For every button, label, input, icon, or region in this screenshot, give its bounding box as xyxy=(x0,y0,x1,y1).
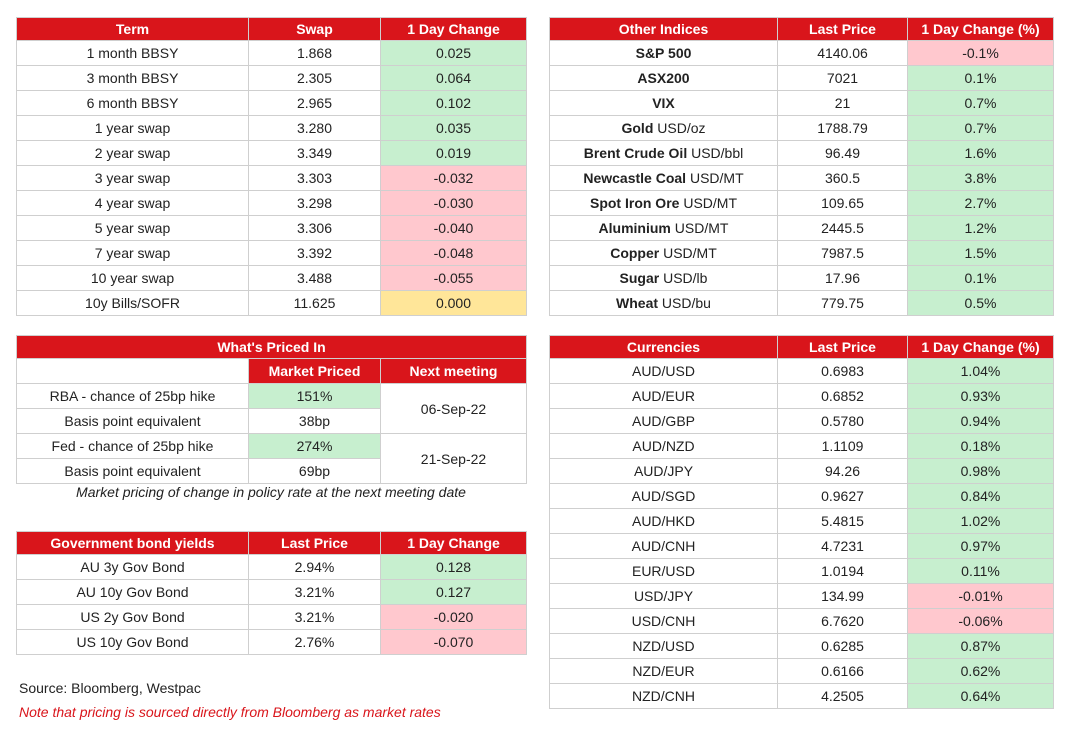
table-row xyxy=(17,630,527,655)
priced-in-label: Basis point equivalent xyxy=(17,409,249,434)
index-price: 21 xyxy=(778,91,908,116)
swap-term: 7 year swap xyxy=(17,241,249,266)
currency-pair: AUD/HKD xyxy=(550,509,778,534)
index-price: 96.49 xyxy=(778,141,908,166)
swap-value: 3.306 xyxy=(249,216,381,241)
index-name-cell xyxy=(550,41,778,66)
swap-change: -0.040 xyxy=(381,216,527,241)
table-row xyxy=(17,91,527,116)
priced-in-value: 69bp xyxy=(249,459,381,484)
index-unit: USD/MT xyxy=(689,170,744,186)
table-row xyxy=(17,66,527,91)
table-row xyxy=(550,509,1054,534)
table-row xyxy=(550,384,1054,409)
indices-table-header xyxy=(550,18,1054,41)
currency-change: -0.06% xyxy=(908,609,1054,634)
currency-price: 0.9627 xyxy=(778,484,908,509)
table-row xyxy=(550,91,1054,116)
currency-pair: NZD/EUR xyxy=(550,659,778,684)
table-row xyxy=(550,291,1054,316)
government-bond-yields-table xyxy=(16,531,527,655)
table-row xyxy=(550,241,1054,266)
currencies-table xyxy=(549,335,1054,709)
currency-pair: AUD/SGD xyxy=(550,484,778,509)
bond-price: 2.76% xyxy=(249,630,381,655)
index-change: 3.8% xyxy=(908,166,1054,191)
table-row xyxy=(550,166,1054,191)
table-row xyxy=(550,484,1054,509)
swap-value: 11.625 xyxy=(249,291,381,316)
swap-term: 1 year swap xyxy=(17,116,249,141)
table-row xyxy=(17,141,527,166)
index-change: 1.5% xyxy=(908,241,1054,266)
next-meeting-date: 06-Sep-22 xyxy=(381,384,527,434)
currency-pair: NZD/CNH xyxy=(550,684,778,709)
index-name-cell xyxy=(550,91,778,116)
index-unit: USD/bu xyxy=(661,295,711,311)
bond-name: AU 10y Gov Bond xyxy=(17,580,249,605)
header-last-price: Last Price xyxy=(778,18,908,41)
index-price: 2445.5 xyxy=(778,216,908,241)
table-row xyxy=(550,266,1054,291)
header-last-price: Last Price xyxy=(778,336,908,359)
table-row xyxy=(17,434,527,459)
header-1day-change: 1 Day Change xyxy=(381,18,527,41)
currency-change: 1.02% xyxy=(908,509,1054,534)
pricing-note: Note that pricing is sourced directly from Bloomberg as market rates xyxy=(19,704,441,720)
table-row xyxy=(17,191,527,216)
currency-pair: AUD/CNH xyxy=(550,534,778,559)
table-row xyxy=(17,216,527,241)
currency-price: 0.6285 xyxy=(778,634,908,659)
index-name-cell xyxy=(550,216,778,241)
swap-value: 3.280 xyxy=(249,116,381,141)
priced-in-title-row xyxy=(17,336,527,359)
swap-value: 3.298 xyxy=(249,191,381,216)
index-unit: USD/oz xyxy=(657,120,706,136)
bond-price: 3.21% xyxy=(249,605,381,630)
priced-in-footnote: Market pricing of change in policy rate at the next meeting date xyxy=(76,484,466,500)
currency-pair: USD/CNH xyxy=(550,609,778,634)
currency-price: 134.99 xyxy=(778,584,908,609)
currency-pair: EUR/USD xyxy=(550,559,778,584)
priced-in-label: Fed - chance of 25bp hike xyxy=(17,434,249,459)
other-indices-table xyxy=(549,17,1054,316)
bond-change: 0.128 xyxy=(381,555,527,580)
index-unit: USD/lb xyxy=(663,270,708,286)
table-row xyxy=(17,241,527,266)
source-text: Source: Bloomberg, Westpac xyxy=(19,680,201,696)
index-name-cell xyxy=(550,116,778,141)
index-change: 1.2% xyxy=(908,216,1054,241)
swap-term: 3 year swap xyxy=(17,166,249,191)
header-1day-change-pct: 1 Day Change (%) xyxy=(908,18,1054,41)
bond-name: AU 3y Gov Bond xyxy=(17,555,249,580)
swap-table xyxy=(16,17,527,316)
currency-change: 0.64% xyxy=(908,684,1054,709)
index-name: S&P 500 xyxy=(635,45,692,61)
table-row xyxy=(17,555,527,580)
table-row xyxy=(550,659,1054,684)
table-row xyxy=(17,580,527,605)
index-change: 0.5% xyxy=(908,291,1054,316)
index-name: ASX200 xyxy=(637,70,690,86)
table-row xyxy=(17,291,527,316)
priced-in-value: 151% xyxy=(249,384,381,409)
index-price: 779.75 xyxy=(778,291,908,316)
header-swap: Swap xyxy=(249,18,381,41)
currency-price: 4.7231 xyxy=(778,534,908,559)
currency-price: 5.4815 xyxy=(778,509,908,534)
index-name-cell xyxy=(550,141,778,166)
priced-in-title: What's Priced In xyxy=(17,336,527,359)
table-row xyxy=(17,166,527,191)
currency-change: 0.94% xyxy=(908,409,1054,434)
table-row xyxy=(550,559,1054,584)
table-row xyxy=(17,266,527,291)
index-change: 0.1% xyxy=(908,266,1054,291)
index-unit: USD/MT xyxy=(683,195,737,211)
index-name: Brent Crude Oil xyxy=(583,145,688,161)
index-price: 1788.79 xyxy=(778,116,908,141)
table-row xyxy=(550,191,1054,216)
swap-term: 6 month BBSY xyxy=(17,91,249,116)
bond-name: US 2y Gov Bond xyxy=(17,605,249,630)
header-other-indices: Other Indices xyxy=(550,18,778,41)
swap-change: -0.055 xyxy=(381,266,527,291)
currency-price: 1.0194 xyxy=(778,559,908,584)
currency-pair: AUD/GBP xyxy=(550,409,778,434)
index-name-cell xyxy=(550,241,778,266)
index-unit: USD/bbl xyxy=(691,145,744,161)
currency-price: 94.26 xyxy=(778,459,908,484)
currency-change: 0.97% xyxy=(908,534,1054,559)
swap-change: 0.102 xyxy=(381,91,527,116)
table-row xyxy=(550,359,1054,384)
index-name: Newcastle Coal xyxy=(583,170,687,186)
swap-value: 3.392 xyxy=(249,241,381,266)
table-row xyxy=(550,434,1054,459)
swap-change: 0.019 xyxy=(381,141,527,166)
swap-value: 3.488 xyxy=(249,266,381,291)
index-unit: USD/MT xyxy=(674,220,729,236)
table-row xyxy=(550,66,1054,91)
index-price: 7987.5 xyxy=(778,241,908,266)
table-row xyxy=(550,116,1054,141)
swap-change: 0.064 xyxy=(381,66,527,91)
currency-change: 1.04% xyxy=(908,359,1054,384)
table-row xyxy=(550,41,1054,66)
header-1day-change-pct: 1 Day Change (%) xyxy=(908,336,1054,359)
index-change: 0.7% xyxy=(908,116,1054,141)
bond-price: 2.94% xyxy=(249,555,381,580)
bond-change: -0.070 xyxy=(381,630,527,655)
priced-in-label: RBA - chance of 25bp hike xyxy=(17,384,249,409)
currency-pair: NZD/USD xyxy=(550,634,778,659)
swap-value: 3.303 xyxy=(249,166,381,191)
currency-change: -0.01% xyxy=(908,584,1054,609)
index-unit: USD/MT xyxy=(663,245,717,261)
swap-change: 0.000 xyxy=(381,291,527,316)
table-row xyxy=(550,409,1054,434)
header-currencies: Currencies xyxy=(550,336,778,359)
whats-priced-in-table xyxy=(16,335,527,484)
swap-change: -0.030 xyxy=(381,191,527,216)
table-row xyxy=(550,609,1054,634)
currency-price: 0.6983 xyxy=(778,359,908,384)
bond-name: US 10y Gov Bond xyxy=(17,630,249,655)
priced-in-subheader xyxy=(17,359,527,384)
swap-term: 1 month BBSY xyxy=(17,41,249,66)
bond-change: 0.127 xyxy=(381,580,527,605)
table-row xyxy=(17,605,527,630)
index-name-cell xyxy=(550,166,778,191)
index-name: Copper xyxy=(610,245,660,261)
table-row xyxy=(550,684,1054,709)
swap-change: -0.048 xyxy=(381,241,527,266)
index-price: 109.65 xyxy=(778,191,908,216)
currency-change: 0.62% xyxy=(908,659,1054,684)
index-price: 4140.06 xyxy=(778,41,908,66)
table-row xyxy=(550,141,1054,166)
currency-pair: USD/JPY xyxy=(550,584,778,609)
currency-table-header xyxy=(550,336,1054,359)
currency-price: 0.6166 xyxy=(778,659,908,684)
currency-pair: AUD/EUR xyxy=(550,384,778,409)
bond-price: 3.21% xyxy=(249,580,381,605)
table-row xyxy=(550,216,1054,241)
index-change: 1.6% xyxy=(908,141,1054,166)
swap-value: 2.305 xyxy=(249,66,381,91)
header-term: Term xyxy=(17,18,249,41)
table-row xyxy=(17,384,527,409)
currency-price: 6.7620 xyxy=(778,609,908,634)
table-row xyxy=(550,584,1054,609)
currency-pair: AUD/NZD xyxy=(550,434,778,459)
swap-term: 10 year swap xyxy=(17,266,249,291)
swap-value: 2.965 xyxy=(249,91,381,116)
index-name: Sugar xyxy=(619,270,660,286)
currency-change: 0.84% xyxy=(908,484,1054,509)
currency-price: 0.6852 xyxy=(778,384,908,409)
bond-table-header xyxy=(17,532,527,555)
index-name: Gold xyxy=(621,120,654,136)
index-change: 0.7% xyxy=(908,91,1054,116)
swap-table-header xyxy=(17,18,527,41)
swap-change: 0.025 xyxy=(381,41,527,66)
currency-pair: AUD/USD xyxy=(550,359,778,384)
swap-value: 1.868 xyxy=(249,41,381,66)
table-row xyxy=(17,41,527,66)
header-1day-change: 1 Day Change xyxy=(381,532,527,555)
index-name: Aluminium xyxy=(598,220,671,236)
index-change: 2.7% xyxy=(908,191,1054,216)
swap-value: 3.349 xyxy=(249,141,381,166)
currency-price: 4.2505 xyxy=(778,684,908,709)
header-government-bond-yields: Government bond yields xyxy=(17,532,249,555)
currency-change: 0.18% xyxy=(908,434,1054,459)
swap-change: 0.035 xyxy=(381,116,527,141)
index-price: 360.5 xyxy=(778,166,908,191)
currency-price: 1.1109 xyxy=(778,434,908,459)
index-price: 17.96 xyxy=(778,266,908,291)
bond-change: -0.020 xyxy=(381,605,527,630)
currency-pair: AUD/JPY xyxy=(550,459,778,484)
index-name-cell xyxy=(550,191,778,216)
table-row xyxy=(550,534,1054,559)
swap-term: 2 year swap xyxy=(17,141,249,166)
currency-change: 0.87% xyxy=(908,634,1054,659)
swap-term: 3 month BBSY xyxy=(17,66,249,91)
table-row xyxy=(17,116,527,141)
index-change: -0.1% xyxy=(908,41,1054,66)
table-row xyxy=(550,634,1054,659)
index-name: Spot Iron Ore xyxy=(589,195,680,211)
index-name-cell xyxy=(550,66,778,91)
currency-change: 0.93% xyxy=(908,384,1054,409)
header-last-price: Last Price xyxy=(249,532,381,555)
priced-in-blank-header xyxy=(17,359,249,384)
index-name-cell xyxy=(550,266,778,291)
swap-term: 10y Bills/SOFR xyxy=(17,291,249,316)
index-change: 0.1% xyxy=(908,66,1054,91)
index-price: 7021 xyxy=(778,66,908,91)
swap-term: 5 year swap xyxy=(17,216,249,241)
currency-change: 0.98% xyxy=(908,459,1054,484)
index-name-cell xyxy=(550,291,778,316)
priced-in-label: Basis point equivalent xyxy=(17,459,249,484)
swap-change: -0.032 xyxy=(381,166,527,191)
next-meeting-date: 21-Sep-22 xyxy=(381,434,527,484)
header-next-meeting: Next meeting xyxy=(381,359,527,384)
header-market-priced: Market Priced xyxy=(249,359,381,384)
swap-term: 4 year swap xyxy=(17,191,249,216)
priced-in-value: 274% xyxy=(249,434,381,459)
currency-change: 0.11% xyxy=(908,559,1054,584)
index-name: Wheat xyxy=(616,295,659,311)
currency-price: 0.5780 xyxy=(778,409,908,434)
priced-in-value: 38bp xyxy=(249,409,381,434)
table-row xyxy=(550,459,1054,484)
index-name: VIX xyxy=(652,95,675,111)
